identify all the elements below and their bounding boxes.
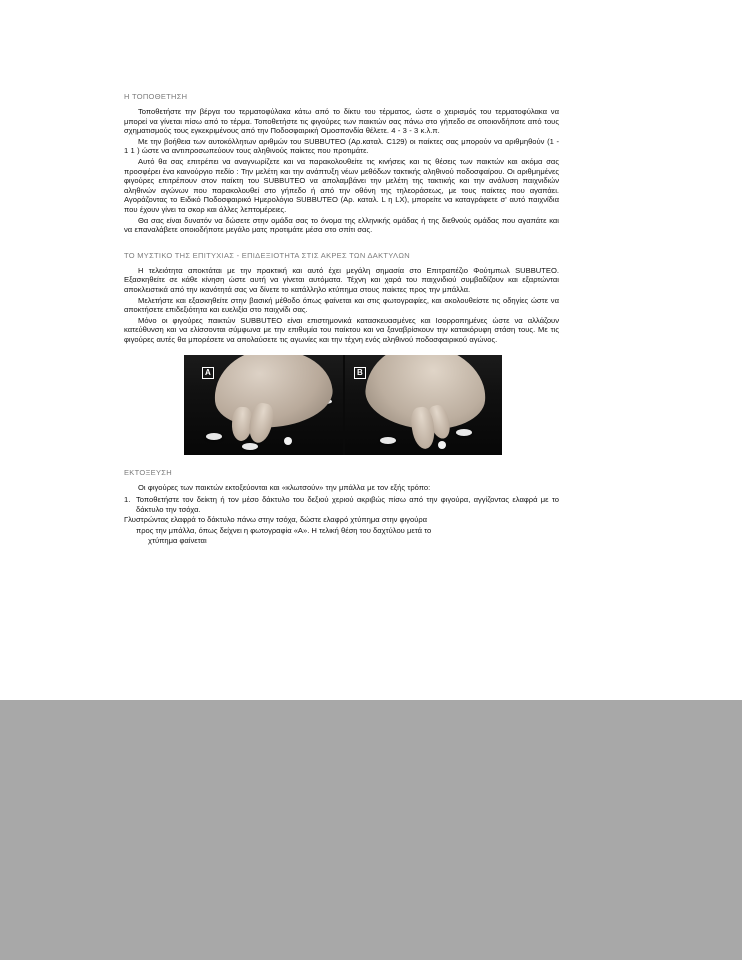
section-placement xyxy=(124,92,559,235)
list-item-text: Τοποθετήστε τον δείκτη ή τον μέσο δάκτυλο του δεξιού χεριού ακριβώς πίσω από την φιγούρα, αγγίζοντας ελαφρά με το δάκτυλο την τσόχα. xyxy=(136,495,559,514)
section-heading-flicking: ΕΚΤΟΞΕΥΣΗ xyxy=(124,468,172,478)
paragraph: Τοποθετήστε την βέργα του τερματοφύλακα κάτω από το δίκτυ του τέρματος, ώστε ο χειρισμός του τερματοφύλακα να μπορεί να γίνεται πίσω από το τέρμα. Τοποθετήστε τις φιγούρες των παικτών σας πάνω στο γήπεδο σε οποιονδήποτε από τους σχηματισμούς τους εγκεκριμένους από την Ποδοσφαιρική Ομοσπονδία θέλετε. 4 - 3 - 3 κ.λ.π. xyxy=(124,107,559,136)
paragraph: Οι φιγούρες των παικτών εκτοξεύονται και «κλωτσούν» την μπάλλα με τον εξής τρόπο: xyxy=(138,483,431,493)
paragraph: Μελετήστε και εξασκηθείτε στην βασική μέθοδο όπως φαίνεται και στις φωτογραφίες, και ακολουθείστε τις οδηγίες ώστε να αποκτήσετε επιδεξιότητα και ευελιξία στο παιχνίδι σας. xyxy=(124,295,559,315)
list-item xyxy=(124,495,559,514)
photo-divider xyxy=(343,355,345,455)
spacer xyxy=(124,455,559,468)
paragraph: Θα σας είναι δυνατόν να δώσετε στην ομάδα σας το όνομα της ελληνικής ομάδας ή της διεθνούς ομάδας που αγαπάτε και να επαναλάβετε οποιοδήποτε μεγάλο ματς προτιμάτε μέσα στο σπίτι σας. xyxy=(124,215,559,235)
photo-subbuteo-hands xyxy=(184,355,502,455)
section-heading-placement: Η ΤΟΠΟΘΕΤΗΣΗ xyxy=(124,92,188,101)
paragraph: Με την βοήθεια των αυτοκόλλητων αριθμών του SUBBUTEO (Αρ.καταλ. C129) οι παίκτες σας μπορούν να αριθμηθούν (1 - 1 1 ) ώστε να αντιπροσωπεύουν τους αληθινούς παίκτες που προτιμάτε. xyxy=(124,136,559,156)
photo-figure xyxy=(184,355,502,455)
photo-label-a: A xyxy=(202,367,214,379)
document-content xyxy=(124,92,559,555)
paragraph: Αυτό θα σας επιτρέπει να αναγνωρίζετε και να παρακολουθείτε τις κινήσεις και τις θέσεις των παικτών και ακόμα σας προσφέρει ένα καινούργιο πεδίο : Την μελέτη και την ανάπτυξη νέων μεθόδων τακτικής αληθινού ποδοσφαίρου. Οι αριθμημένες φιγούρες επιτρέπουν στον παίκτη του SUBBUTEO να απολαμβάνει την μελέτη της τακτικής και την ανάλυση παιχνιδιών αληθινών αγώνων που παρακολουθεί στο γήπεδο ή από την οθόνη της τηλεοράσεως, με τους παίκτες που αγαπάει. Αγοράζοντας το Ειδικό Ποδοσφαιρικό Ημερολόγιο SUBBUTEO (Αρ. καταλ. L η LX), μπορείτε να καταγράφετε σ' αυτό παιχνίδια που έχουν γίνει τα σκορ και άλλες λεπτομέρειες. xyxy=(124,156,559,214)
spacer xyxy=(124,244,559,251)
section-flicking xyxy=(124,468,559,546)
list-item-number: 1. xyxy=(124,495,131,505)
section-heading-secret: ΤΟ ΜΥΣΤΙΚΟ ΤΗΣ ΕΠΙΤΥΧΙΑΣ - ΕΠΙΔΕΞΙΟΤΗΤΑ ΣΤΙΣ ΑΚΡΕΣ ΤΩΝ ΔΑΚΤΥΛΩΝ xyxy=(124,250,410,260)
list-item-continuation-text: προς την μπάλλα, όπως δείχνει η φωτογραφία «Α». Η τελική θέση του δαχτύλου μετά το xyxy=(136,525,432,535)
photo-label-b: B xyxy=(354,367,366,379)
section-secret-of-success xyxy=(124,251,559,345)
list-item-continuation xyxy=(124,526,559,536)
list-item-continuation: Γλυστρώντας ελαφρά το δάκτυλο πάνω στην τσόχα, δώστε ελαφρό χτύπημα στην φιγούρα xyxy=(124,515,428,525)
list-item-continuation-text: χτύπημα φαίνεται xyxy=(148,536,207,546)
list-item-continuation xyxy=(124,536,559,546)
paragraph: Η τελειότητα αποκτάται με την πρακτική και αυτό έχει μεγάλη σημασία στο Επιτραπέζιο Φούτμπωλ SUBBUTEO. Εξασκηθείτε σε κάθε κίνηση ώστε αυτή να γίνεται αυτόματα. Τέχνη και χαρά του παιχνιδιού συμβαδίζουν και εξαρτώνται αποκλειστικά από την ικανότητά σας να δίνετε το κατάλληλο κτύπημα στους παίκτες προς την μπάλλα. xyxy=(124,265,559,294)
paragraph: Μόνο οι φιγούρες παικτών SUBBUTEO είναι επιστημονικά κατασκευασμένες και Ισορροπημένες ώστε να αλλάζουν κατεύθυνση και να ελίσσονται σύμφωνα με την επιθυμία του παίκτου και να ξαναβρίσκουν την κατακόρυφη στάση τους. Με τις φιγούρες αυτές θα μπορέσετε να απολαύσετε τις αγωνίες και την τέχνη ενός αληθινού ποδοσφαιρικού αγώνος. xyxy=(124,315,559,344)
